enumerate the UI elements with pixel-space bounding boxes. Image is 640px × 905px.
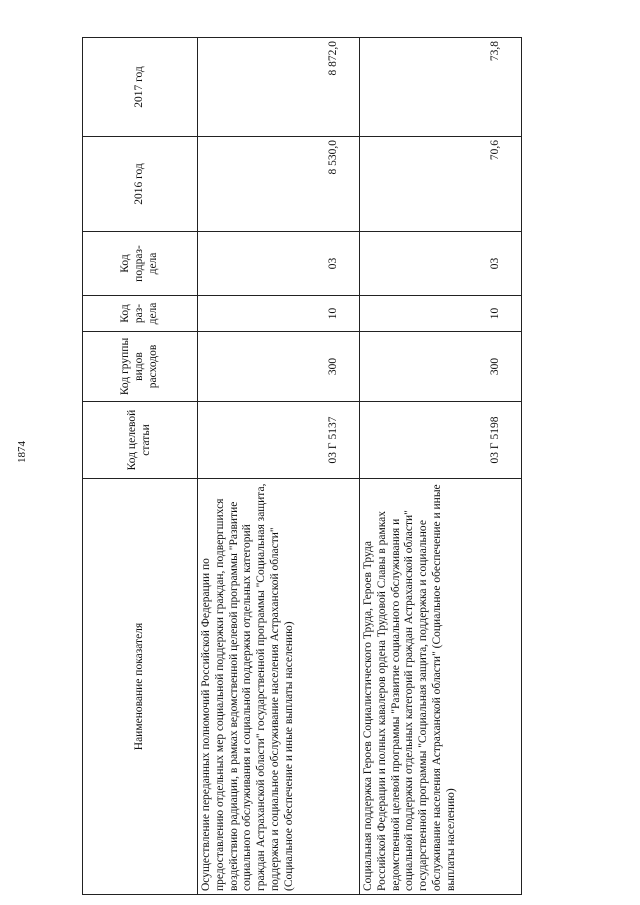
- row-expense-group: 300: [198, 332, 360, 402]
- header-section: Код раз- дела: [83, 296, 198, 332]
- header-expense-group: Код группы видов расходов: [83, 332, 198, 402]
- row-section: 10: [198, 296, 360, 332]
- row-name: Социальная поддержка Героев Социалистического Труда, Героев Труда Российской Федерации и полных кавалеров ордена Трудовой Славы в рамках ведомственной целевой программы "Развитие социального обслуживания и социальной поддержки отдельных категорий граждан Астраханской области" государственной программы "Социальная защита, поддержка и социальное обслуживание населения Астраханской области" (Социальное обеспечение и иные выплаты населению): [360, 479, 522, 895]
- row-year-2017: 73,8: [360, 38, 522, 137]
- row-year-2017: 8 872,0: [198, 38, 360, 137]
- header-row: [83, 38, 198, 895]
- table-row: [198, 38, 360, 895]
- header-target-code: Код целевой статьи: [83, 402, 198, 479]
- row-section: 10: [360, 296, 522, 332]
- row-name: Осуществление переданных полномочий Российской Федерации по предоставлению отдельных мер социальной поддержки граждан, подвергшихся воздействию радиации, в рамках ведомственной целевой программы "Развитие социального обслуживания и социальной поддержки отдельных категорий граждан Астраханской области" государственной программы "Социальная защита, поддержка и социальное обслуживание населения Астраханской области" (Социальное обеспечение и иные выплаты населению): [198, 479, 360, 895]
- row-expense-group: 300: [360, 332, 522, 402]
- budget-table: [82, 37, 522, 895]
- header-name: Наименование показателя: [83, 479, 198, 895]
- header-year-2016: 2016 год: [83, 137, 198, 232]
- row-year-2016: 70,6: [360, 137, 522, 232]
- header-subsection: Код подраз- дела: [83, 232, 198, 296]
- row-target-code: 03 Г 5198: [360, 402, 522, 479]
- rotated-table-container: [82, 38, 522, 895]
- header-year-2017: 2017 год: [83, 38, 198, 137]
- row-target-code: 03 Г 5137: [198, 402, 360, 479]
- row-subsection: 03: [360, 232, 522, 296]
- table-row: [360, 38, 522, 895]
- page-number: 1874: [16, 441, 28, 463]
- row-year-2016: 8 530,0: [198, 137, 360, 232]
- row-subsection: 03: [198, 232, 360, 296]
